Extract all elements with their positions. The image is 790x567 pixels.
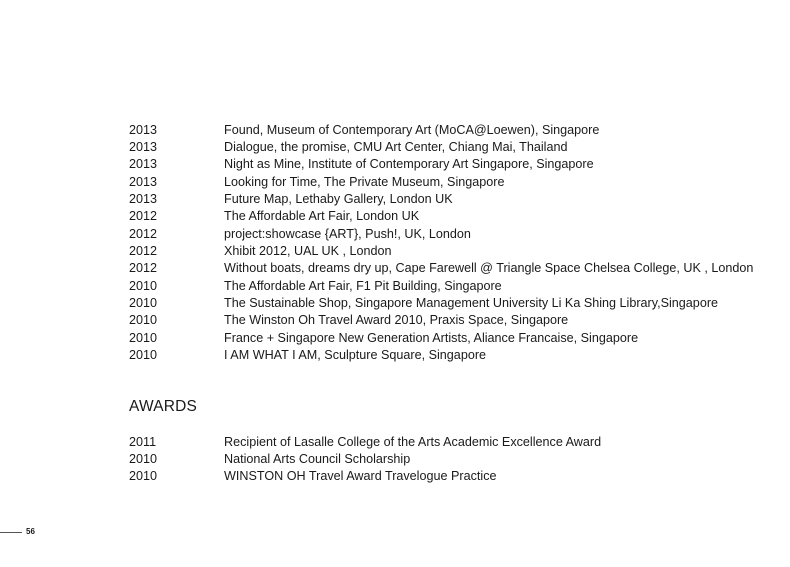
year: 2010 (129, 330, 158, 345)
year: 2012 (129, 226, 158, 241)
entry-text: Looking for Time, The Private Museum, Singapore (224, 174, 505, 189)
exhibition-row (129, 191, 764, 208)
year: 2010 (129, 313, 158, 328)
year: 2013 (129, 191, 158, 206)
entry-text: project:showcase {ART}, Push!, UK, London (224, 226, 471, 241)
exhibition-row (129, 156, 764, 173)
entry-text: Dialogue, the promise, CMU Art Center, Chiang Mai, Thailand (224, 139, 568, 154)
year: 2010 (129, 469, 158, 484)
entry-text: The Affordable Art Fair, London UK (224, 209, 420, 224)
exhibition-row (129, 347, 764, 364)
page-number: 56 (26, 527, 35, 536)
exhibition-row (129, 295, 764, 312)
exhibition-row (129, 139, 764, 156)
year: 2013 (129, 139, 158, 154)
year: 2012 (129, 243, 158, 258)
exhibitions-list (129, 122, 764, 365)
entry-text: I AM WHAT I AM, Sculpture Square, Singapore (224, 347, 487, 362)
award-row (129, 451, 764, 468)
page-number-rule (0, 532, 22, 533)
entry-text: The Sustainable Shop, Singapore Management University Li Ka Shing Library,Singapore (224, 295, 719, 310)
year: 2012 (129, 261, 158, 276)
exhibition-row (129, 174, 764, 191)
year: 2010 (129, 451, 158, 466)
award-row (129, 468, 764, 485)
year: 2011 (129, 434, 157, 449)
entry-text: The Winston Oh Travel Award 2010, Praxis Space, Singapore (224, 313, 569, 328)
exhibition-row (129, 226, 764, 243)
year: 2010 (129, 347, 158, 362)
entry-text: France + Singapore New Generation Artists, Aliance Francaise, Singapore (224, 330, 639, 345)
entry-text: Recipient of Lasalle College of the Arts Academic Excellence Award (224, 434, 602, 449)
entry-text: Future Map, Lethaby Gallery, London UK (224, 191, 453, 206)
awards-list (129, 434, 764, 486)
entry-text: WINSTON OH Travel Award Travelogue Practice (224, 469, 497, 484)
exhibition-row (129, 208, 764, 225)
exhibition-row (129, 243, 764, 260)
entry-text: Night as Mine, Institute of Contemporary Art Singapore, Singapore (224, 157, 594, 172)
year: 2013 (129, 122, 158, 137)
entry-text: Found, Museum of Contemporary Art (MoCA@Loewen), Singapore (224, 122, 600, 137)
exhibition-row (129, 122, 764, 139)
year: 2010 (129, 278, 158, 293)
year: 2012 (129, 209, 158, 224)
exhibition-row (129, 260, 764, 277)
award-row (129, 434, 764, 451)
entry-text: National Arts Council Scholarship (224, 451, 411, 466)
year: 2010 (129, 295, 158, 310)
exhibition-row (129, 330, 764, 347)
exhibition-row (129, 278, 764, 295)
entry-text: Xhibit 2012, UAL UK , London (224, 243, 392, 258)
entry-text: The Affordable Art Fair, F1 Pit Building, Singapore (224, 278, 502, 293)
exhibition-row (129, 312, 764, 329)
year: 2013 (129, 174, 158, 189)
entry-text: Without boats, dreams dry up, Cape Farewell @ Triangle Space Chelsea College, UK , London (224, 261, 754, 276)
awards-heading: AWARDS (129, 398, 198, 415)
year: 2013 (129, 157, 158, 172)
